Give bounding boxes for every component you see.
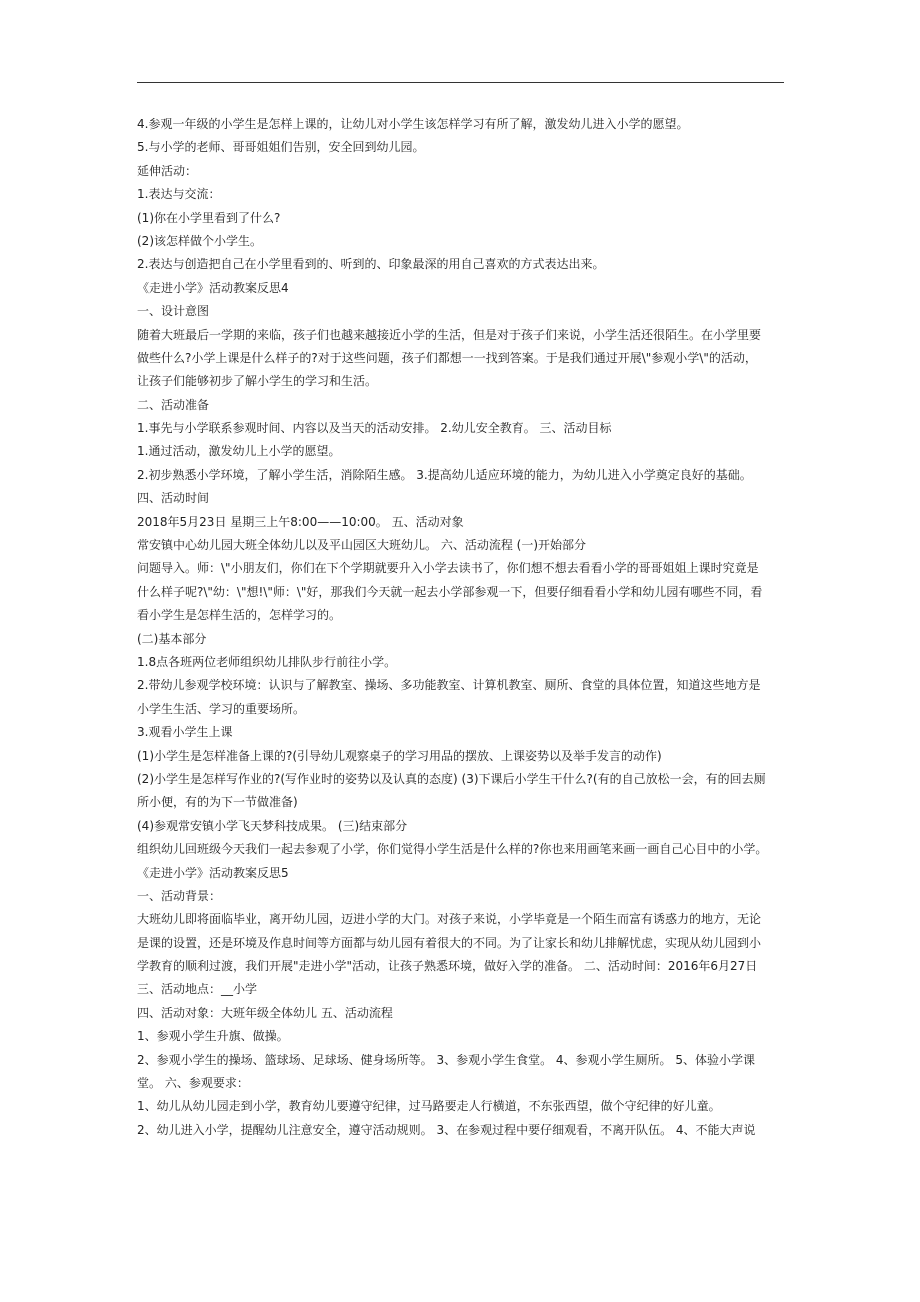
text-line: (二)基本部分 xyxy=(137,631,207,646)
text-line: 1.表达与交流： xyxy=(137,187,221,202)
text-line: 2、幼儿进入小学，提醒幼儿注意安全，遵守活动规则。 3、在参观过程中要仔细观看，不离开队伍。 4、不能大声说 xyxy=(137,1122,756,1137)
text-line: 2.带幼儿参观学校环境：认识与了解教室、操场、多功能教室、计算机教室、厕所、食堂的具体位置，知道这些地方是 xyxy=(137,678,761,693)
text-line: 三、活动地点：__小学 xyxy=(137,982,258,997)
text-line: 堂。 六、参观要求： xyxy=(137,1076,249,1091)
text-line: 延伸活动： xyxy=(137,163,198,178)
text-line: 1.8点各班两位老师组织幼儿排队步行前往小学。 xyxy=(137,654,397,669)
text-line: 1.事先与小学联系参观时间、内容以及当天的活动安排。 2.幼儿安全教育。 三、活动目标 xyxy=(137,421,612,436)
text-line: 四、活动对象：大班年级全体幼儿 五、活动流程 xyxy=(137,1005,393,1020)
text-line: 做些什么?小学上课是什么样子的?对于这些问题，孩子们都想一一找到答案。于是我们通过开展\"参观小学\"的活动， xyxy=(137,350,757,365)
section-title: 《走进小学》活动教案反思5 xyxy=(137,865,289,880)
text-line: (1)小学生是怎样准备上课的?(引导幼儿观察桌子的学习用品的摆放、上课姿势以及举手发言的动作) xyxy=(137,748,662,763)
text-line: 2.表达与创造把自己在小学里看到的、听到的、印象最深的用自己喜欢的方式表达出来。 xyxy=(137,257,605,272)
text-line: 学教育的顺利过渡，我们开展"走进小学"活动，让孩子熟悉环境，做好入学的准备。 二、活动时间：2016年6月27日 xyxy=(137,959,758,974)
text-line: 随着大班最后一学期的来临，孩子们也越来越接近小学的生活，但是对于孩子们来说，小学生活还很陌生。在小学里要 xyxy=(137,327,762,342)
text-line: 3.观看小学生上课 xyxy=(137,725,233,740)
document-body xyxy=(137,113,787,1142)
text-line: 1.通过活动，激发幼儿上小学的愿望。 xyxy=(137,444,341,459)
text-line: (2)该怎样做个小学生。 xyxy=(137,233,262,248)
text-line: (4)参观常安镇小学飞天梦科技成果。 (三)结束部分 xyxy=(137,818,408,833)
text-line: 1、参观小学生升旗、做操。 xyxy=(137,1029,289,1044)
text-line: 2.初步熟悉小学环境，了解小学生活，消除陌生感。 3.提高幼儿适应环境的能力，为幼儿进入小学奠定良好的基础。 xyxy=(137,467,752,482)
text-line: 四、活动时间 xyxy=(137,491,210,506)
text-line: 5.与小学的老师、哥哥姐姐们告别，安全回到幼儿园。 xyxy=(137,140,425,155)
text-line: 大班幼儿即将面临毕业，离开幼儿园，迈进小学的大门。对孩子来说，小学毕竟是一个陌生而富有诱惑力的地方，无论 xyxy=(137,912,762,927)
text-line: 1、幼儿从幼儿园走到小学，教育幼儿要遵守纪律，过马路要走人行横道，不东张西望，做个守纪律的好儿童。 xyxy=(137,1099,721,1114)
text-line: 小学生生活、学习的重要场所。 xyxy=(137,701,306,716)
text-line: 二、活动准备 xyxy=(137,397,210,412)
text-line: 什么样子呢?\"幼：\"想!\"师：\"好，那我们今天就一起去小学部参观一下，但要仔细看看小学和幼儿园有哪些不同，看 xyxy=(137,584,763,599)
text-line: 2、参观小学生的操场、篮球场、足球场、健身场所等。 3、参观小学生食堂。 4、参观小学生厕所。 5、体验小学课 xyxy=(137,1052,755,1067)
text-line: 看小学生是怎样生活的，怎样学习的。 xyxy=(137,608,342,623)
text-line: 4.参观一年级的小学生是怎样上课的，让幼儿对小学生该怎样学习有所了解，激发幼儿进入小学的愿望。 xyxy=(137,117,689,131)
text-line: 所小便，有的为下一节做准备) xyxy=(137,795,298,810)
text-line: 问题导入。师：\"小朋友们，你们在下个学期就要升入小学去读书了，你们想不想去看看小学的哥哥姐姐上课时究竟是 xyxy=(137,561,759,576)
text-line: (1)你在小学里看到了什么? xyxy=(137,210,281,225)
header-rule xyxy=(137,82,784,83)
text-line: 组织幼儿回班级今天我们一起去参观了小学，你们觉得小学生活是什么样的?你也来用画笔来画一画自己心目中的小学。 xyxy=(137,842,768,857)
text-line: 是课的设置，还是环境及作息时间等方面都与幼儿园有着很大的不同。为了让家长和幼儿排解忧虑，实现从幼儿园到小 xyxy=(137,935,762,950)
text-line: 常安镇中心幼儿园大班全体幼儿以及平山园区大班幼儿。 六、活动流程 (一)开始部分 xyxy=(137,538,586,553)
text-line: (2)小学生是怎样写作业的?(写作业时的姿势以及认真的态度) (3)下课后小学生干什么?(有的自己放松一会，有的回去厕 xyxy=(137,771,766,786)
text-line: 让孩子们能够初步了解小学生的学习和生活。 xyxy=(137,374,378,389)
text-line: 一、设计意图 xyxy=(137,304,210,319)
section-title: 《走进小学》活动教案反思4 xyxy=(137,280,289,295)
text-line: 一、活动背景： xyxy=(137,888,222,903)
text-line: 2018年5月23日 星期三上午8:00——10:00。 五、活动对象 xyxy=(137,514,464,529)
